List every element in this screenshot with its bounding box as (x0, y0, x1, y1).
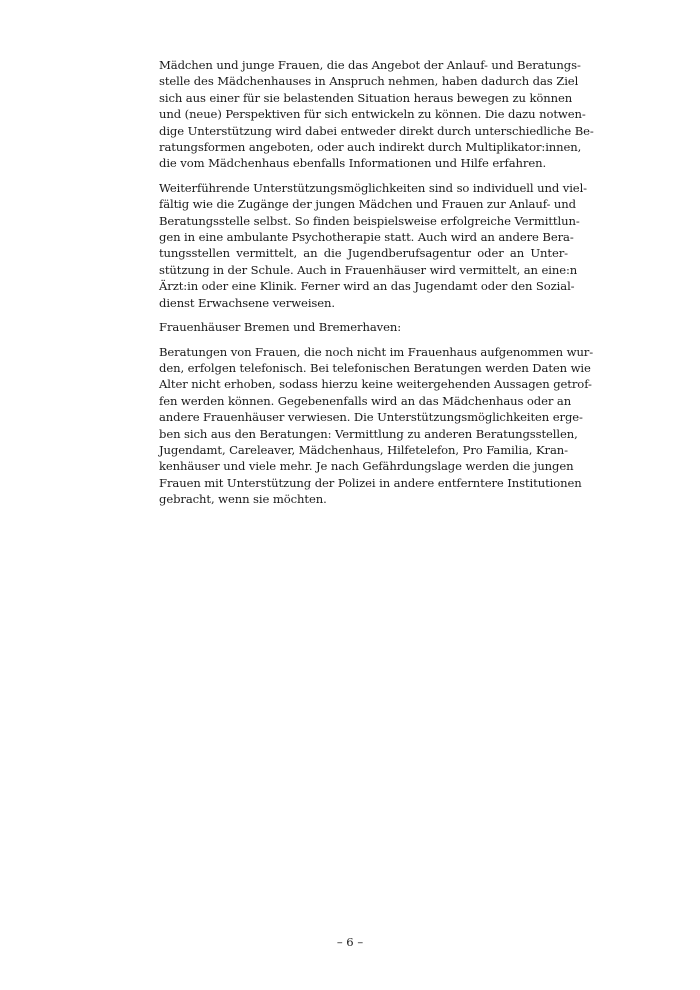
text-line: fältig wie die Zugänge der jungen Mädchen und Frauen zur Anlauf- und (159, 197, 576, 212)
text-line: Ärzt:in oder eine Klinik. Ferner wird an das Jugendamt oder den Sozial- (159, 279, 575, 294)
text-line: andere Frauenhäuser verwiesen. Die Unterstützungsmöglichkeiten erge- (159, 410, 583, 425)
paragraph-further-support (159, 180, 587, 311)
section-heading-frauenhaeuser (159, 319, 568, 335)
text-line: stelle des Mädchenhauses in Anspruch nehmen, haben dadurch das Ziel (159, 74, 579, 89)
text-line: dienst Erwachsene verweisen. (159, 295, 335, 310)
text-line: gebracht, wenn sie möchten. (159, 492, 327, 507)
text-line: Beratungen von Frauen, die noch nicht im Frauenhaus aufgenommen wur- (159, 344, 594, 359)
text-line: dige Unterstützung wird dabei entweder direkt durch unterschiedliche Be- (159, 123, 594, 138)
text-line: Frauen mit Unterstützung der Polizei in andere entferntere Institutionen (159, 475, 582, 490)
text-line: sich aus einer für sie belastenden Situation heraus bewegen zu können (159, 90, 573, 105)
text-line: die vom Mädchenhaus ebenfalls Informationen und Hilfe erfahren. (159, 156, 547, 171)
text-line: stützung in der Schule. Auch in Frauenhäuser wird vermittelt, an eine:n (159, 262, 578, 277)
text-line: kenhäuser und viele mehr. Je nach Gefährdungslage werden die jungen (159, 459, 574, 474)
page-number: – 6 – (336, 935, 364, 949)
text-line: tungsstellen vermittelt, an die Jugendberufsagentur oder an Unter- (159, 246, 568, 261)
text-line: fen werden können. Gegebenenfalls wird an das Mädchenhaus oder an (159, 393, 572, 408)
text-line: Frauenhäuser Bremen und Bremerhaven: (159, 320, 402, 335)
text-line: Mädchen und junge Frauen, die das Angebot der Anlauf- und Beratungs- (159, 58, 581, 72)
text-line: ben sich aus den Beratungen: Vermittlung zu anderen Beratungsstellen, (159, 426, 578, 441)
document-body (159, 57, 594, 516)
text-line: Beratungsstelle selbst. So finden beispielsweise erfolgreiche Vermittlun- (159, 213, 580, 228)
paragraph-intro (159, 57, 594, 172)
text-line: gen in eine ambulante Psychotherapie statt. Auch wird an andere Bera- (159, 230, 574, 245)
text-line: und (neue) Perspektiven für sich entwickeln zu können. Die dazu notwen- (159, 107, 586, 122)
text-line: Alter nicht erhoben, sodass hierzu keine weitergehenden Aussagen getrof- (159, 377, 592, 392)
text-line: Weiterführende Unterstützungsmöglichkeiten sind so individuell und viel- (159, 180, 587, 195)
text-line: ratungsformen angeboten, oder auch indirekt durch Multiplikator:innen, (159, 140, 582, 155)
text-line: den, erfolgen telefonisch. Bei telefonischen Beratungen werden Daten wie (159, 360, 591, 375)
paragraph-frauenhaeuser (159, 344, 594, 508)
text-line: Jugendamt, Careleaver, Mädchenhaus, Hilfetelefon, Pro Familia, Kran- (159, 442, 568, 457)
